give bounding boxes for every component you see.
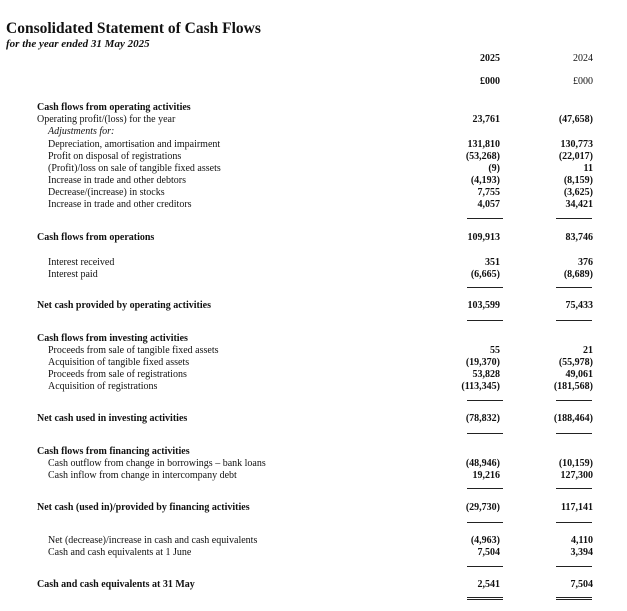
total-rule (556, 522, 592, 523)
row-label: Proceeds from sale of tangible fixed assets (48, 345, 219, 356)
value-2025: (29,730) (465, 502, 500, 513)
value-2025: 109,913 (467, 232, 500, 243)
table-row (0, 357, 627, 368)
value-2024: (188,464) (553, 413, 593, 424)
table-row (0, 151, 627, 162)
table-row (0, 547, 627, 558)
total-rule (467, 433, 503, 434)
subtotal-rule (467, 566, 503, 567)
value-2024: 34,421 (565, 199, 593, 210)
table-row (0, 187, 627, 198)
subtotal-rule (556, 488, 592, 489)
table-row (0, 269, 627, 280)
row-label: Increase in trade and other debtors (48, 175, 186, 186)
value-2025: 131,810 (467, 139, 500, 150)
column-header-2024: 2024 (573, 53, 593, 64)
value-2025: (78,832) (465, 413, 500, 424)
table-row (0, 535, 627, 546)
value-2024: 83,746 (565, 232, 593, 243)
row-label: Cash flows from financing activities (37, 446, 190, 457)
column-header-2025: 2025 (480, 53, 500, 64)
adjustments-label (0, 126, 627, 137)
row-label: Operating profit/(loss) for the year (37, 114, 176, 125)
value-2024: (8,159) (563, 175, 593, 186)
row-label: Net cash used in investing activities (37, 413, 188, 424)
value-2024: (8,689) (563, 269, 593, 280)
row-label: Increase in trade and other creditors (48, 199, 192, 210)
row-label: Interest received (48, 257, 115, 268)
table-row (0, 458, 627, 469)
subtotal-rule (467, 287, 503, 288)
row-label: Cash outflow from change in borrowings – bank loans (48, 458, 266, 469)
subtotal-rule (556, 287, 592, 288)
value-2025: 4,057 (477, 199, 500, 210)
table-row (0, 175, 627, 186)
value-2024: 75,433 (565, 300, 593, 311)
value-2024: (55,978) (558, 357, 593, 368)
row-label: Net cash (used in)/provided by financing activities (37, 502, 250, 513)
table-row (0, 345, 627, 356)
row-label: Depreciation, amortisation and impairment (48, 139, 221, 150)
value-2024: 11 (583, 163, 593, 174)
row-label: Cash inflow from change in intercompany debt (48, 470, 237, 481)
subtotal-rule (556, 218, 592, 219)
row-label: Adjustments for: (48, 126, 115, 137)
value-2024: 3,394 (570, 547, 593, 558)
value-2025: (113,345) (461, 381, 500, 392)
table-row (0, 257, 627, 268)
value-2025: (6,665) (470, 269, 500, 280)
value-2025: 23,761 (472, 114, 500, 125)
value-2024: 130,773 (560, 139, 593, 150)
subtotal-rule (467, 400, 503, 401)
value-2025: 53,828 (472, 369, 500, 380)
page-title: Consolidated Statement of Cash Flows (6, 20, 261, 37)
row-label: Decrease/(increase) in stocks (48, 187, 165, 198)
value-2024: (3,625) (563, 187, 593, 198)
row-label: Acquisition of registrations (48, 381, 158, 392)
value-2025: (9) (488, 163, 500, 174)
subtotal-rule (556, 400, 592, 401)
row-label: Cash flows from operating activities (37, 102, 191, 113)
value-2024: 4,110 (571, 535, 593, 546)
table-row-total (0, 300, 627, 311)
table-row (0, 381, 627, 392)
total-rule (467, 522, 503, 523)
row-label: Acquisition of tangible fixed assets (48, 357, 190, 368)
table-row-grand-total (0, 579, 627, 590)
value-2025: 19,216 (472, 470, 500, 481)
value-2025: (53,268) (465, 151, 500, 162)
unit-2024: £000 (573, 76, 593, 87)
value-2025: 7,755 (477, 187, 500, 198)
row-label: Cash flows from operations (37, 232, 155, 243)
grand-total-double-rule (556, 597, 592, 600)
value-2025: 55 (490, 345, 500, 356)
value-2025: 103,599 (467, 300, 500, 311)
section-heading-investing (0, 333, 627, 344)
value-2025: 2,541 (477, 579, 500, 590)
table-row (0, 470, 627, 481)
row-label: Cash and cash equivalents at 1 June (48, 547, 192, 558)
value-2024: 21 (583, 345, 593, 356)
row-label: Interest paid (48, 269, 98, 280)
value-2025: 351 (485, 257, 500, 268)
value-2024: (181,568) (553, 381, 593, 392)
total-rule (556, 433, 592, 434)
table-row-total (0, 413, 627, 424)
table-row (0, 199, 627, 210)
subtotal-rule (467, 218, 503, 219)
value-2025: (48,946) (465, 458, 500, 469)
value-2025: 7,504 (477, 547, 500, 558)
row-label: Net (decrease)/increase in cash and cash equivalents (48, 535, 258, 546)
value-2025: (4,193) (470, 175, 500, 186)
value-2025: (4,963) (470, 535, 500, 546)
subtotal-rule (556, 566, 592, 567)
row-label: Proceeds from sale of registrations (48, 369, 187, 380)
row-label: (Profit)/loss on sale of tangible fixed assets (48, 163, 221, 174)
value-2024: 49,061 (565, 369, 593, 380)
total-rule (467, 320, 503, 321)
value-2024: 376 (578, 257, 593, 268)
row-label: Net cash provided by operating activities (37, 300, 211, 311)
section-heading-financing (0, 446, 627, 457)
grand-total-double-rule (467, 597, 503, 600)
page-subtitle: for the year ended 31 May 2025 (6, 38, 150, 50)
value-2024: 7,504 (570, 579, 593, 590)
value-2024: 117,141 (561, 502, 593, 513)
row-label: Profit on disposal of registrations (48, 151, 182, 162)
row-label: Cash flows from investing activities (37, 333, 188, 344)
value-2024: (10,159) (558, 458, 593, 469)
value-2024: (47,658) (558, 114, 593, 125)
table-row (0, 369, 627, 380)
table-row-subtotal (0, 232, 627, 243)
value-2024: 127,300 (560, 470, 593, 481)
table-row (0, 163, 627, 174)
table-row-total (0, 502, 627, 513)
value-2025: (19,370) (465, 357, 500, 368)
table-row (0, 139, 627, 150)
unit-2025: £000 (480, 76, 500, 87)
row-label: Cash and cash equivalents at 31 May (37, 579, 195, 590)
section-heading-operating (0, 102, 627, 113)
value-2024: (22,017) (558, 151, 593, 162)
total-rule (556, 320, 592, 321)
subtotal-rule (467, 488, 503, 489)
table-row (0, 114, 627, 125)
